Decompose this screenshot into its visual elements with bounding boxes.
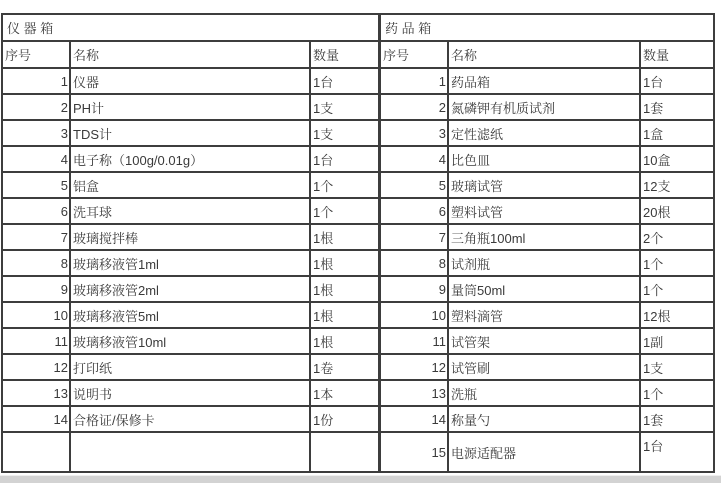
qty-cell: 1卷 [310,354,379,380]
qty-cell: 1台 [310,146,379,172]
serial-cell: 13 [2,380,70,406]
name-cell: 试剂瓶 [448,250,640,276]
serial-cell: 4 [380,146,448,172]
table-row [2,198,379,224]
qty-cell: 1支 [640,354,714,380]
table-row [2,68,379,94]
qty-cell: 2个 [640,224,714,250]
name-cell: 合格证/保修卡 [70,406,310,432]
column-header-serial: 序号 [380,41,448,68]
instrument-table-header-row [2,41,379,68]
serial-cell: 3 [2,120,70,146]
serial-cell: 6 [380,198,448,224]
serial-cell: 14 [2,406,70,432]
name-cell: 药品箱 [448,68,640,94]
serial-cell: 8 [380,250,448,276]
qty-cell: 12根 [640,302,714,328]
name-cell: 玻璃移液管5ml [70,302,310,328]
table-row [380,146,714,172]
table-row [380,354,714,380]
column-header-name: 名称 [70,41,310,68]
name-cell: 玻璃移液管1ml [70,250,310,276]
serial-cell: 11 [2,328,70,354]
serial-cell: 11 [380,328,448,354]
qty-cell: 1台 [640,68,714,94]
qty-cell: 1根 [310,224,379,250]
qty-cell: 1根 [310,250,379,276]
table-row [380,328,714,354]
table-row [380,276,714,302]
serial-cell: 5 [380,172,448,198]
name-cell: 塑料试管 [448,198,640,224]
table-row [2,146,379,172]
name-cell: 试管架 [448,328,640,354]
table-row [380,224,714,250]
serial-cell: 7 [380,224,448,250]
column-header-serial: 序号 [2,41,70,68]
qty-cell [310,432,379,472]
qty-cell: 1副 [640,328,714,354]
serial-cell: 9 [2,276,70,302]
name-cell [70,432,310,472]
qty-cell: 1个 [640,250,714,276]
serial-cell: 15 [380,432,448,472]
table-title: 仪 器 箱 [2,14,379,41]
name-cell: 铝盒 [70,172,310,198]
serial-cell: 12 [2,354,70,380]
name-cell: 玻璃移液管10ml [70,328,310,354]
serial-cell: 5 [2,172,70,198]
table-row [2,380,379,406]
name-cell: 称量勺 [448,406,640,432]
name-cell: 量筒50ml [448,276,640,302]
table-row [2,432,379,472]
table-row [2,120,379,146]
instrument-table-title-row [2,14,379,41]
window-bottom-strip [0,475,721,483]
qty-cell: 1支 [310,120,379,146]
table-row [2,224,379,250]
name-cell: 打印纸 [70,354,310,380]
qty-cell: 1套 [640,94,714,120]
qty-cell: 1个 [640,380,714,406]
serial-cell: 1 [2,68,70,94]
qty-cell: 1根 [310,328,379,354]
serial-cell: 10 [380,302,448,328]
column-header-qty: 数量 [310,41,379,68]
serial-cell: 6 [2,198,70,224]
table-row [380,406,714,432]
serial-cell: 2 [2,94,70,120]
column-header-qty: 数量 [640,41,714,68]
table-row [2,250,379,276]
table-row [380,302,714,328]
name-cell: 试管刷 [448,354,640,380]
table-row [380,432,714,472]
table-row [380,68,714,94]
table-row [380,120,714,146]
table-row [380,172,714,198]
qty-cell: 20根 [640,198,714,224]
qty-cell: 12支 [640,172,714,198]
qty-cell: 1盒 [640,120,714,146]
qty-cell: 1本 [310,380,379,406]
medicine-box-table [379,13,715,473]
serial-cell: 9 [380,276,448,302]
name-cell: 说明书 [70,380,310,406]
qty-cell: 1根 [310,302,379,328]
instrument-box-table [1,13,380,473]
qty-cell: 1份 [310,406,379,432]
name-cell: 玻璃搅拌棒 [70,224,310,250]
name-cell: 洗瓶 [448,380,640,406]
qty-cell: 10盒 [640,146,714,172]
serial-cell: 3 [380,120,448,146]
table-row [380,250,714,276]
name-cell: 氮磷钾有机质试剂 [448,94,640,120]
serial-cell: 8 [2,250,70,276]
serial-cell: 1 [380,68,448,94]
qty-cell: 1根 [310,276,379,302]
serial-cell: 7 [2,224,70,250]
qty-cell: 1台 [640,432,714,472]
qty-cell: 1套 [640,406,714,432]
qty-cell: 1个 [640,276,714,302]
name-cell: 仪器 [70,68,310,94]
name-cell: TDS计 [70,120,310,146]
table-row [380,94,714,120]
qty-cell: 1个 [310,172,379,198]
name-cell: 玻璃试管 [448,172,640,198]
name-cell: 定性滤纸 [448,120,640,146]
table-row [2,328,379,354]
qty-cell: 1支 [310,94,379,120]
serial-cell: 2 [380,94,448,120]
table-row [2,354,379,380]
qty-cell: 1个 [310,198,379,224]
name-cell: 电子称（100g/0.01g） [70,146,310,172]
name-cell: PH计 [70,94,310,120]
name-cell: 洗耳球 [70,198,310,224]
table-row [2,302,379,328]
serial-cell [2,432,70,472]
medicine-table-title-row [380,14,714,41]
column-header-name: 名称 [448,41,640,68]
name-cell: 比色皿 [448,146,640,172]
table-row [380,380,714,406]
serial-cell: 4 [2,146,70,172]
table-row [2,406,379,432]
table-row [2,172,379,198]
medicine-table-header-row [380,41,714,68]
table-row [2,94,379,120]
name-cell: 玻璃移液管2ml [70,276,310,302]
table-row [2,276,379,302]
serial-cell: 13 [380,380,448,406]
table-row [380,198,714,224]
qty-cell: 1台 [310,68,379,94]
serial-cell: 10 [2,302,70,328]
serial-cell: 12 [380,354,448,380]
name-cell: 塑料滴管 [448,302,640,328]
name-cell: 电源适配器 [448,432,640,472]
name-cell: 三角瓶100ml [448,224,640,250]
serial-cell: 14 [380,406,448,432]
table-title: 药 品 箱 [380,14,714,41]
